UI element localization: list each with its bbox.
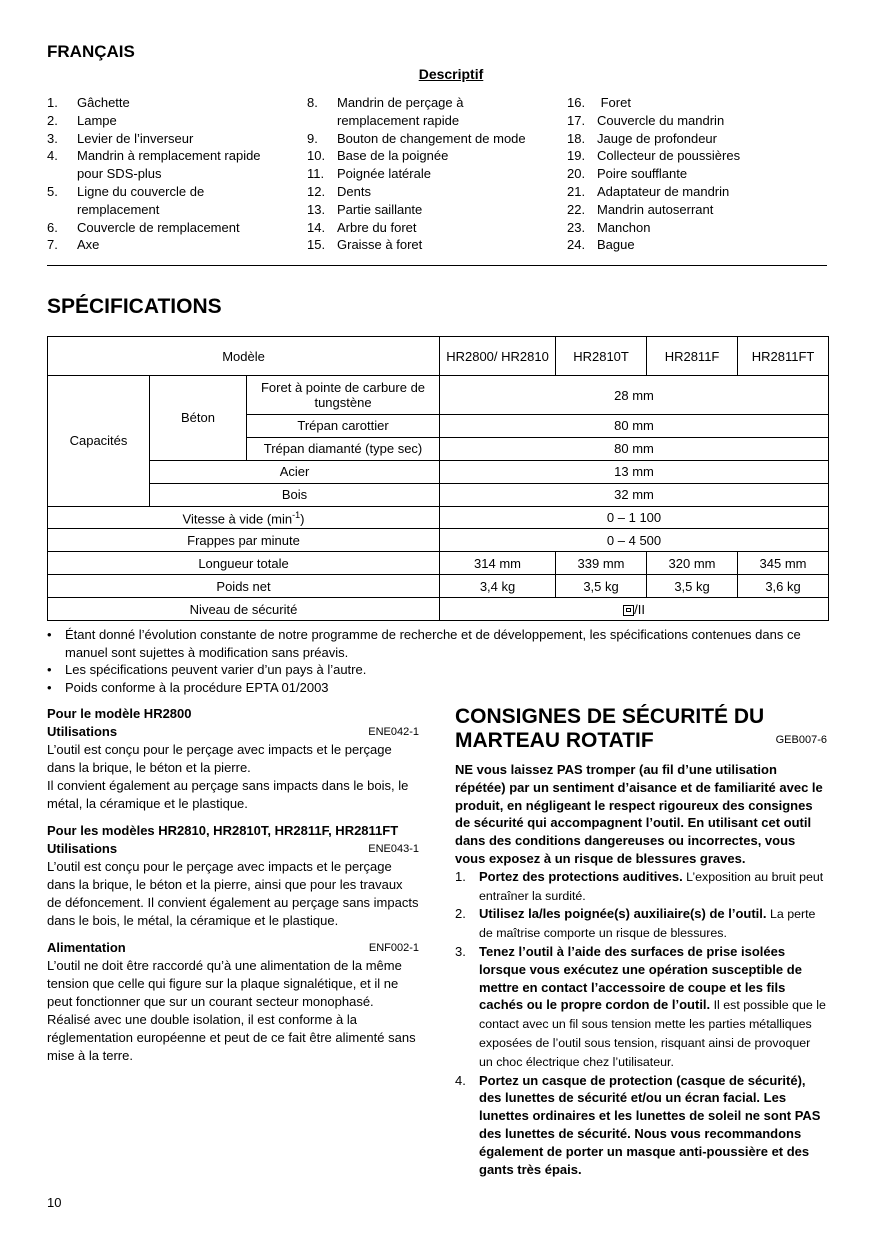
beton-label: Béton [150,376,247,461]
list-item: • Les spécifications peuvent varier d’un pays à l’autre. [47,662,367,678]
poids-value: 3,4 kg [440,575,556,598]
list-item: 23. Manchon [567,219,651,235]
paragraph: Il convient également au perçage sans impacts dans le bois, le métal, la céramique et le plastique. [47,778,409,811]
list-item: 10. Base de la poignée [307,148,449,164]
table-row [48,483,829,506]
list-item: 19. Collecteur de poussières [567,148,741,164]
list-item: remplacement rapide [337,112,460,128]
model-cell: HR2810T [556,337,647,376]
section-divider [47,265,827,266]
longueur-value: 314 mm [440,552,556,575]
vitesse-label: Vitesse à vide $(\min^{-1})$ [48,506,440,529]
list-item: • Poids conforme à la procédure EPTA 01/2003 [47,679,329,695]
trepan-diamante-label: Trépan diamanté (type sec) [247,437,440,460]
trepan-carottier-label: Trépan carottier [247,415,440,438]
foret-carbure-label: Foret à pointe de carbure de tungstène [247,376,440,415]
longueur-value: 345 mm [738,552,829,575]
table-row [48,337,829,376]
list-item: 4. Mandrin à remplacement rapide [47,148,261,164]
list-item: 16. Foret [567,95,631,110]
descriptif-column-3 [567,94,827,254]
poids-value: 3,5 kg [556,575,647,598]
utilisations-heading: Utilisations ENE042-1 [47,724,419,739]
list-item: remplacement [77,201,160,217]
specifications-title: SPÉCIFICATIONS [47,295,222,318]
table-row [48,506,829,529]
list-item: 2. Utilisez la/les poignée(s) auxiliaire(s) de l’outil. La perte de maîtrise comporte un risque de blessures. [455,906,816,941]
hr2800-heading: Pour le modèle HR2800 [47,706,192,721]
acier-label: Acier [150,460,440,483]
list-item: 4. Portez un casque de protection (casque de sécurité), des lunettes de sécurité et/ou un écran facial. Les lunettes ordinaires et les lunettes de soleil ne sont PAS des lunettes de sécurité. Nous vous recommandons également de porter un masque anti-poussière et des gants très épais. [455,1072,821,1177]
list-item: 1. Gâchette [47,95,130,110]
list-item: 3. Levier de l’inverseur [47,130,194,146]
paragraph: L’outil ne doit être raccordé qu’à une alimentation de la même tension que celle qui figure sur la plaque signalétique, et il ne peut fonctionner que sur un courant secteur monophasé. Réalisé avec une double isolation, il est conforme à la réglementation européenne et peut de ce fait être alimenté sans mise à la terre. [47,958,416,1063]
list-item: 5. Ligne du couvercle de [47,183,205,199]
hr2810-heading: Pour les modèles HR2810, HR2810T, HR2811F, HR2811FT [47,823,399,838]
usage-column [47,705,419,1065]
list-item: 13. Partie saillante [307,201,423,217]
trepan-diamante-value: 80 mm [440,437,829,460]
list-item: 22. Mandrin autoserrant [567,201,714,217]
page-number: 10 [47,1195,62,1210]
table-row [48,575,829,598]
list-item: 1. Portez des protections auditives. L’exposition au bruit peut entraîner la surdité. [455,868,824,903]
list-item: 9. Bouton de changement de mode [307,130,526,146]
securite-label: Niveau de sécurité [48,598,440,621]
list-item: 21. Adaptateur de mandrin [567,183,730,199]
alimentation-heading: Alimentation ENF002-1 [47,940,419,955]
model-label: Modèle [48,337,440,376]
safety-warning: NE vous laissez PAS tromper (au fil d’une utilisation répétée) par un sentiment d’aisance et de familiarité avec le produit, en négligeant le respect rigoureux des consignes de sécurité qui accompagnent l’outil. En utilisant cet outil dans des conditions dangereuses ou incorrectes, vous vous exposez à un risque de blessures graves. [455,762,823,866]
class-ii-insulation-icon [623,605,634,616]
poids-value: 3,5 kg [647,575,738,598]
acier-value: 13 mm [440,460,829,483]
list-item: pour SDS-plus [77,166,162,182]
longueur-value: 339 mm [556,552,647,575]
poids-label: Poids net [48,575,440,598]
language-heading: FRANÇAIS [47,42,135,61]
list-item: 15. Graisse à foret [307,237,423,253]
list-item: 14. Arbre du foret [307,219,417,235]
longueur-label: Longueur totale [48,552,440,575]
list-item: 11. Poignée latérale [307,166,431,182]
utilisations-heading: Utilisations ENE043-1 [47,841,419,856]
list-item: 6. Couvercle de remplacement [47,219,240,235]
list-item: 3. Tenez l’outil à l’aide des surfaces de prise isolées lorsque vous exécutez une opération susceptible de mettre en contact l’accessoire de coupe et les fils cachés ou le propre cordon de l’outil. Il est possible que le contact avec un fil sous tension mette les parties métalliques exposées de l’outil sous tension, risquant ainsi de provoquer un choc électrique chez l’utilisateur. [455,943,826,1069]
safety-column [455,705,827,1179]
list-item: 2. Lampe [47,112,117,128]
paragraph: L’outil est conçu pour le perçage avec impacts et le perçage dans la brique, le béton et la pierre, ainsi que pour les travaux de défoncement. Il convient également au perçage sans impacts dans le bois, le métal, la céramique et le plastique. [47,859,419,928]
safety-title-row: MARTEAU ROTATIF GEB007-6 [455,729,827,752]
table-row [48,598,829,621]
descriptif-column-2 [307,94,562,254]
bois-value: 32 mm [440,483,829,506]
list-item: 18. Jauge de profondeur [567,130,717,146]
specifications-table [47,336,829,621]
vitesse-value: 0 – 1 100 [440,506,829,529]
paragraph: L’outil est conçu pour le perçage avec impacts et le perçage dans la brique, le béton et la pierre. [47,742,392,775]
table-row [48,460,829,483]
descriptif-column-1 [47,94,297,254]
securite-value: /II [440,598,829,621]
model-cell: HR2800/ HR2810 [440,337,556,376]
table-row [48,552,829,575]
poids-value: 3,6 kg [738,575,829,598]
safety-title: CONSIGNES DE SÉCURITÉ DU [455,705,765,728]
list-item: 17. Couvercle du mandrin [567,112,725,128]
foret-carbure-value: 28 mm [440,376,829,415]
model-cell: HR2811FT [738,337,829,376]
trepan-carottier-value: 80 mm [440,415,829,438]
model-cell: HR2811F [647,337,738,376]
list-item: 12. Dents [307,183,371,199]
descriptif-title: Descriptif [418,66,484,82]
list-item: 7. Axe [47,237,100,253]
capacites-label: Capacités [48,376,150,507]
list-item: 20. Poire soufflante [567,166,688,182]
frappes-value: 0 – 4 500 [440,529,829,552]
table-row [48,529,829,552]
list-item: 24. Bague [567,237,635,253]
longueur-value: 320 mm [647,552,738,575]
list-item: 8. Mandrin de perçage à [307,95,464,110]
list-item: • Étant donné l’évolution constante de notre programme de recherche et de développement, les spécifications contenues dans ce manuel sont sujettes à modification sans préavis. [47,627,801,660]
frappes-label: Frappes par minute [48,529,440,552]
table-row [48,376,829,415]
bois-label: Bois [150,483,440,506]
spec-notes [47,626,827,696]
